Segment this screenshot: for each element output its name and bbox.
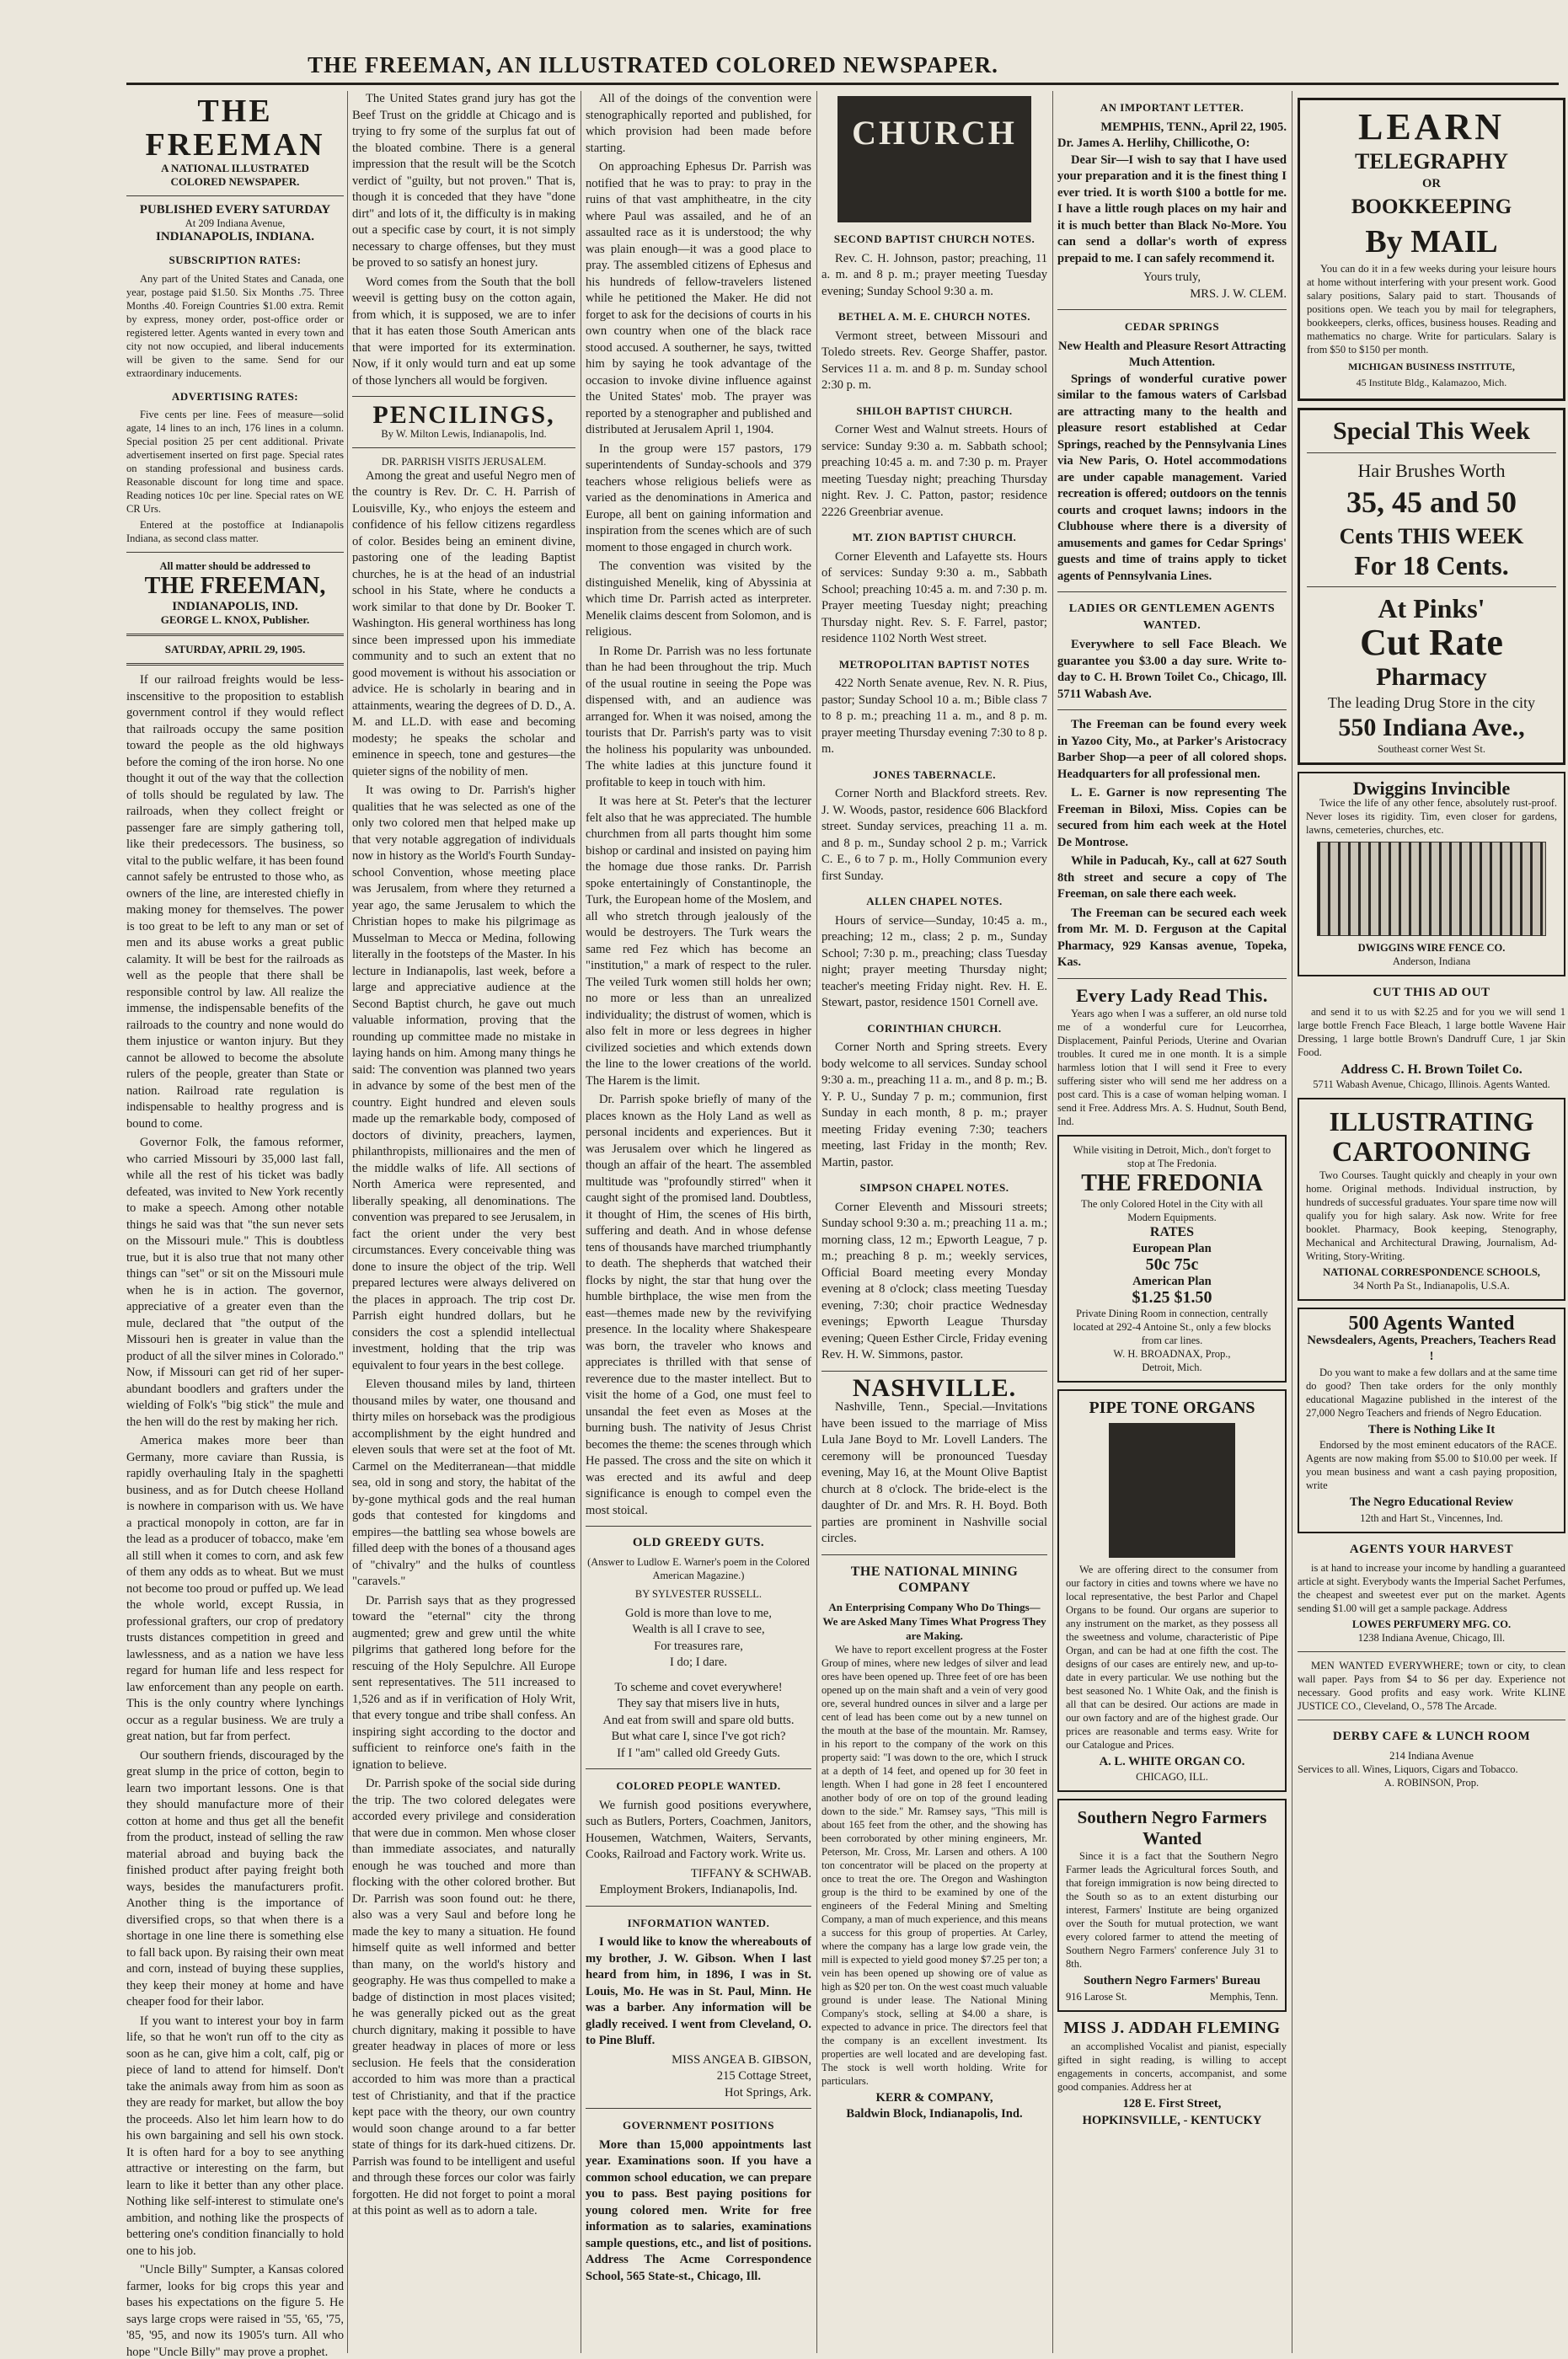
fleming-city: HOPKINSVILLE, - KENTUCKY (1082, 2113, 1262, 2127)
fredonia-foot: Private Dining Room in connection, centrally located at 292-4 Antoine St., only a few blocks from car lines. (1073, 1307, 1271, 1346)
parrish-p11: It was here at St. Peter's that the lecturer felt also that he was appreciated. The humble churchmen from all parts thought him some bishop or cardinal and insisted on paying him the homage due those ranks. Dr. Parrish spoke entertainingly of Constantinople, the Turk, the European home of the Moslem, and all who stretch through jealously of the would be destroyers. The Turk wears the same red Fez which has become an "institution," a mark of respect to the ruler. The veiled Turk women still holds her own; no more or less than an unrealized individuality; the distrust of women, which is also felt in more or less degrees in higher civilized societies and which extends down the line to the lower creations of the world. The Harem is the limit. (586, 794, 811, 1088)
cut-addr: 5711 Wabash Avenue, Chicago, Illinois. Agents Wanted. (1313, 1078, 1550, 1090)
special-line: Cents THIS WEEK (1339, 523, 1524, 548)
gov-text: More than 15,000 appointments last year. Examinations soon. If you have a common school education, we can prepare you to pass. Best paying positions for young colored men. Write for free information as to salaries, examinations sample questions, etc., and list of positions. Address The Acme Correspondence School, 565 State-st., Chicago, Ill. (586, 2137, 811, 2283)
masthead-address: At 209 Indiana Avenue, (185, 217, 286, 229)
advertising-text: Five cents per line. Fees of measure—solid agate, 14 lines to an inch, 176 lines in a column. Special position 25 per cent additional. Private advertisement inserted on first page. Special rates on standing professional and business cards. Reasonable discount for long time and space. Reading notices 10c per line. Special rates on WE CR Urs. (126, 409, 344, 515)
derby-text: Services to all. Wines, Liquors, Cigars and Tobacco. (1298, 1763, 1518, 1775)
column-3 (586, 91, 811, 2357)
learn-text: You can do it in a few weeks during your leisure hours at home without interfering with your present work. Good salary positions, Salary paid to start. Thousands of positions open. We teach you by mail for telegraphers, bookkeepers, clerks, offices, business houses. Reading and mathematics no charge. Write for particulars. Salary is from $50 to $150 per month. (1307, 262, 1556, 356)
cartoon-title: ILLUSTRATING (1329, 1106, 1534, 1137)
church-engraving (838, 96, 1031, 222)
church-title: ALLEN CHAPEL NOTES. (866, 895, 1003, 907)
church-text: 422 North Senate avenue, Rev. N. R. Pius, pastor; Sunday School 10 a. m.; Bible class 7 to 8 p. m.; preaching 11 a. m., and 8 p. m. prayer meeting Thursday evening 7:30 to 8 p. m. (821, 677, 1047, 756)
poem-note: (Answer to Ludlow E. Warner's poem in the Colored American Magazine.) (587, 1555, 810, 1581)
harvest-text: is at hand to increase your income by handling a guaranteed article at sight. Everybody wants the Imperial Sachet Perfumes, the cheapest and sweetest ever put on the market. Agents sending $1.00 will get a sample package. Address (1298, 1562, 1565, 1614)
lady-title: Every Lady Read This. (1076, 984, 1268, 1006)
letter-sig-2: MRS. J. W. CLEM. (1190, 286, 1287, 301)
local-notice: L. E. Garner is now representing The Freeman in Biloxi, Miss. Copies can be secured from him each week at the Hotel De Montrose. (1057, 786, 1287, 849)
fleming-addr: 128 E. First Street, (1122, 2097, 1222, 2110)
letter-title: AN IMPORTANT LETTER. (1100, 101, 1244, 114)
freeman-city: INDIANAPOLIS, IND. (172, 600, 298, 613)
pinks-pharmacy-ad (1298, 408, 1565, 765)
cartooning-ad (1298, 1098, 1565, 1301)
fence-sig: DWIGGINS WIRE FENCE CO. (1357, 942, 1506, 954)
local-notice: While in Paducah, Ky., call at 627 South 8th street and secure a copy of The Freeman, on sale there each week. (1057, 854, 1287, 901)
harvest-title: AGENTS YOUR HARVEST (1349, 1542, 1514, 1556)
fence-city: Anderson, Indiana (1392, 955, 1471, 967)
special-line: Cut Rate (1360, 621, 1503, 663)
church-text: Rev. C. H. Johnson, pastor; preaching, 11 a. m. and 8 p. m.; prayer meeting Tuesday evening; Sunday School 9:30 a. m. (821, 251, 1047, 298)
fleming-title: MISS J. ADDAH FLEMING (1063, 2018, 1281, 2037)
church-text: Hours of service—Sunday, 10:45 a. m., preaching; 12 m., class; 2 p. m., Sunday School; 7:30 p. m., preaching; class Tuesday night; prayer meeting Thursday night; teacher's meeting Friday night. Rev. H. E. Stewart, pastor, residence 1501 Cornell ave. (821, 913, 1047, 1009)
southern-farmers-ad (1057, 1799, 1287, 2012)
pencilings-byline: By W. Milton Lewis, Indianapolis, Ind. (381, 427, 547, 440)
editorial-beef-trust: The United States grand jury has got the Beef Trust on the griddle at Chicago and is trying to fry some of the surplus fat out of the bloated combine. There is a general impression that the result will be the Scotch verdict of "guilty, but not proven." That is, though it is conceded that they have "done dirt" and lots of it, the difficulty is in making out a specific case by court, it is not simply necessary to charge offenses, but they must be proved to so satisfy an honest jury. (352, 92, 575, 270)
fence-title: Dwiggins Invincible (1352, 777, 1511, 799)
info-addr: 215 Cottage Street, (716, 2069, 811, 2083)
info-title: INFORMATION WANTED. (627, 1916, 770, 1929)
organ-sig: A. L. WHITE ORGAN CO. (1099, 1754, 1245, 1768)
special-line: Pharmacy (1376, 662, 1487, 691)
editorial-folk: Governor Folk, the famous reformer, who carried Missouri by 35,000 last fall, while all the rest of his ticket was badly defeated, was invited to New York recently to make a speech. Among other notable things he said was that "the sun never sets on the Missouri mule." This is doubtless true, but it is also true that not many other things can "set" or sit on the Missouri mule when he is in action. The governor, appreciative of a greater even than the mule, declared that "the output of the Missouri hen is greater in value than the product of all the silver mines in Colorado." Now, if Missouri can get rid of her super-abundant boodlers and grafters under the wielding of Folk's "big stick" the mule and the hen will do the rest by making her rich. (126, 1136, 344, 1429)
poem-body (586, 1606, 811, 1763)
men-wanted-text: MEN WANTED EVERYWHERE; town or city, to clean wall paper. Pays from $4 to $6 per day. Experience not necessary. Good profits and easy work. Write KLINE JUSTICE CO., Cleveland, O., 578 The Arcade. (1298, 1660, 1565, 1712)
fredonia-amer-price: $1.25 $1.50 (1132, 1288, 1212, 1307)
church-title: SHILOH BAPTIST CHURCH. (856, 404, 1013, 417)
masthead-title: THE FREEMAN (145, 94, 325, 163)
mining-sig: KERR & COMPANY, (875, 2090, 993, 2105)
parrish-p12: Dr. Parrish spoke briefly of many of the places known as the Holy Land as well as personal incidents and experiences. But it was Jerusalem over which he lingered as though an affair of the heart. The assembled multitude was "profoundly stirred" when it caught sight of the promised land. Doubtless, it thought of Him, the scenes of His birth, suffering and death. And in whose defense tens of thousands have marched triumphantly to death. The shepherds that watched their flocks by night, the star that hung over the humble birthplace, the wise men from the east—themes made new by the revivifying presence. In the locality where Shakespeare was born, the traveler who knows and appreciates is thrilled with that sense of reverence due to the master intellect. But to visit the home of a God, one must feel to unsandal the feet even as Moses at the burning bush. The nativity of Jesus Christ becomes the theme: the scenes through which He passed. The cross and the site on which it was erected and its awful and deep significance is enough to compel even the most stoical. (586, 1093, 811, 1517)
cartoon-text: Two Courses. Taught quickly and cheaply in your own home. Original methods. Individual instruction, by hundreds of successful graduates. Your spare time now will qualify you for high salary. Ask now. Write for free booklet. Pharmacy, Book keeping, Stenography, Mechanical and Architectural Drawing, Journalism, Ad-Writing, Story-Writing. (1306, 1169, 1557, 1262)
learn-addr: 45 Institute Bldg., Kalamazoo, Mich. (1356, 377, 1507, 388)
cartoon-title-2: CARTOONING (1331, 1137, 1532, 1168)
parrish-p4: Dr. Parrish says that as they progressed toward the "eternal" city the throng augmented; grew and grew until the white pilgrims that gathered long before for the rescuing of the Holy Sepulchre. All Europe sent representatives. The 511 increased to 1,526 and as if in verification of Holy Writ, that every tongue and tribe shall confess. An inspiring sight according to the doctor and sufficient to reinforce one's faith in the ignation to believe. (352, 1593, 575, 1772)
agents-like: There is Nothing Like It (1367, 1422, 1496, 1436)
entered-notice: Entered at the postoffice at Indianapolis Indiana, as second class matter. (126, 519, 344, 544)
derby-addr: 214 Indiana Avenue (1389, 1749, 1474, 1762)
wanted-sig: TIFFANY & SCHWAB. (690, 1866, 811, 1880)
fredonia-ad (1057, 1135, 1287, 1383)
parrish-p2: It was owing to Dr. Parrish's higher qualities that he was selected as one of the only two colored men that helped make up that very notable aggregation of individuals now in history as the World's Fourth Sunday-school Convention, whose meeting place was Jerusalem, from where they returned a year ago, the same Jerusalem to which the Christian hopes to make his pilgrimage as Musselman to Mecca or Medina, following literally in the footsteps of the Master. In his lecture in Indianapolis, last week, before a large and appreciative audience at the Second Baptist church, he gave out much valuable information, proving that the rounding up committee made no mistake in laying hands on him. Among many things he said: The convention was planned two years in advance by some of the best men of the country. Eight hundred and eleven souls made up the remarkable body, composed of doctors of divinity, preachers, laymen, philanthropists, millionaires and the men of the middle walks of life. All sections of North America were represented, and liberally speaking, all denominations. The convention was prepared to see Jerusalem, in fact the orient under the very best circumstances. Every conceivable thing was done to insure the object of the trip. Well prepared lectures were always delivered on the places in approach. The trip cost Dr. Parrish eight hundred dollars, but he considers the cost a splendid intellectual investment, holding that the trip was equivalent to four years in the best college. (352, 784, 575, 1372)
learn-line: TELEGRAPHY (1354, 149, 1509, 174)
header-rule (126, 83, 1559, 85)
parrish-p5: Dr. Parrish spoke of the social side during the trip. The two colored delegates were accorded every privilege and consideration that were due in common. Men whose closer than immediate associates, and naturally enough he was touched and more than flocking with the other colored brother. But Dr. Parrish was soon found out: he there, also was a very Saul and before long he made the key to many a situation. He found himself quite as well informed and better than many, on the world's history and geography. He was thus compelled to make a badge of distinction in most places visited; he was generally picked out as the great church dignitary, making it possible to have greater headway in places of more or less seclusion. He feels that the consideration accorded to him was more than a practical test of Christianity, and that if the practice kept pace with the theory, our own country would soon change around to a far better state of things for its dark-hued citizens. Dr. Parrish was found to be intelligent and useful and through these forces our color was fairly forgotten. He did not forget to point a moral at this point as well as to adorn a tale. (352, 1777, 575, 2217)
column-6 (1298, 91, 1565, 2357)
fredonia-rates: RATES (1149, 1225, 1195, 1239)
derby-title: DERBY CAFE & LUNCH ROOM (1332, 1730, 1531, 1743)
letter-place: MEMPHIS, TENN., April 22, 1905. (1100, 120, 1287, 134)
agents-text-2: Endorsed by the most eminent educators of the RACE. Agents are now making from $5.00 to $10.00 per week. If you mean business and want a cash paying proposition, write (1306, 1439, 1557, 1491)
poem-line (586, 1672, 811, 1680)
masthead-city: INDIANAPOLIS, INDIANA. (156, 230, 314, 243)
agents-addr: 12th and Hart St., Vincennes, Ind. (1360, 1511, 1503, 1524)
nashville-text: Nashville, Tenn., Special.—Invitations have been issued to the marriage of Miss Lula Jane Boyd to Mr. Lovell Landers. The ceremony will be pronounced Tuesday evening, May 16, at the Mount Olive Baptist church at 8 o'clock. The bride-elect is the daughter of Dr. and Mrs. R. H. Boyd. Both parties are prominent in Nashville social circles. (821, 1400, 1047, 1545)
fredonia-amer: American Plan (1132, 1274, 1212, 1288)
editorial-america: America makes more beer than Germany, more caviare than Russia, is rapidly overhauling Italy in the spaghetti business, and as for Dutch cheese Holland is nowhere in comparison with us. We have a practical monopoly in cotton, are far in the lead as a producer of tobacco, make 'em all still when it comes to corn, and ask few of them any odds as to wheat. But we must not become too proud or puffed up. We lead the whole world, except Russia, in professional grafters, our crop of predatory trusts distances competition in greed and lawlessness, and as a nation we have less regard for human life and less respect for law enforcement than any people on earth. This is the only country where lynchings occur as a regular business. We are truly a great nation, but far from perfect. (126, 1434, 344, 1743)
parrish-p9: The convention was visited by the distinguished Menelik, king of Abyssinia at which time Dr. Parrish acted as interpreter. Menelik claims descent from Solomon, and is religious. (586, 559, 811, 639)
cut-text: and send it to us with $2.25 and for you we will send 1 large bottle French Face Bleach, 1 large bottle Wavene Hair Dressing, 1 large bottle Brown's Dandruff Cure, 1 jar Skin Food. (1298, 1005, 1565, 1058)
poem-title: OLD GREEDY GUTS. (632, 1536, 765, 1549)
pencilings-subhead: DR. PARRISH VISITS JERUSALEM. (381, 455, 547, 468)
agents-text: Do you want to make a few dollars and at the same time do good? Then take orders for the only monthly educational Magazine published in the interest of the 27,000 Negro Teachers and friends of Negro Education. (1306, 1366, 1557, 1419)
organ-text: We are offering direct to the consumer from our factory in cities and towns where we have no local representative, the best Parlor and Chapel Organs to be found. Our organs are superior to any instrument on the market, as they possess all the sweetness and volume, characteristic of Pipe Organ, and can be had at one fifth the cost. The designs of our cases are entirely new, and up-to-date in every particular. We use nothing but the best seasoned No. 1 White Oak, and the finish is all that can be desired. Our actions are made in our own factory and are of the highest grade. Our prices are reasonable and terms easy. Write for our Catalogue and Prices. (1066, 1563, 1278, 1751)
gov-title: GOVERNMENT POSITIONS (623, 2119, 774, 2132)
poem-line: They say that misers live in huts, (617, 1697, 780, 1710)
address-notice: All matter should be addressed to (159, 560, 311, 572)
dwiggins-fence-ad (1298, 772, 1565, 977)
cartoon-sig: NATIONAL CORRESPONDENCE SCHOOLS, (1323, 1266, 1540, 1278)
agents-sig: The Negro Educational Review (1350, 1495, 1513, 1509)
poem-line: To scheme and covet everywhere! (614, 1680, 783, 1694)
church-text: Vermont street, between Missouri and Toledo streets. Rev. George Shaffer, pastor. Services 11 a. m. and 8 p. m. Sunday school 2:30 p. m. (821, 329, 1047, 392)
church-title: MT. ZION BAPTIST CHURCH. (852, 531, 1017, 543)
letter-sig: Yours truly, (1143, 270, 1201, 284)
wanted-sig-2: Employment Brokers, Indianapolis, Ind. (599, 1883, 798, 1896)
agents-title: 500 Agents Wanted (1348, 1313, 1515, 1335)
column-rule (816, 91, 817, 2353)
special-title: Special This Week (1333, 416, 1530, 445)
advertising-heading: ADVERTISING RATES: (171, 389, 299, 403)
editorial-cotton: Our southern friends, discouraged by the great slump in the price of cotton, begin to learn two important lessons. One is that they should manufacture more of their cotton at home and thus get all the benefit from the product, instead of selling the raw material abroad and buying back the finished product after paying freight both ways, besides the manufacturers profit. Another thing is the importance of diversified crops, so that when there is a shortage in one line there is something else to fall back upon. By raising their own meat and corn, instead of buying these supplies, they keep their money at home and have cheaper food for their labor. (126, 1748, 344, 2009)
learn-line: By MAIL (1365, 223, 1498, 259)
info-sig: MISS ANGEA B. GIBSON, (672, 2052, 811, 2067)
editorial-farm-boy: If you want to interest your boy in farm life, so that he won't run off to the city as soon as he can, give him a colt, calf, pig or piece of land to attend for himself. Don't take the animals away from him as soon as they are ready for market, but allow the boy the proceeds. Also let him learn how to do his own bargaining and sell his own stock. It is often hard for a boy to see anything attractive or interesting on the farm, but learn to like it better than any other place. Nothing like self-interest to stimulate one's ambition, and nothing like the prospects of bettering one's condition financially to hold one to his job. (126, 2014, 344, 2258)
special-line: The leading Drug Store in the city (1328, 693, 1535, 711)
info-text: I would like to know the whereabouts of my brother, J. W. Gibson. When I last heard from him, in 1896, I was in St. Louis, Mo. He was in St. Paul, Minn. He was a barber. Any information will be gladly received. I went from Cleveland, O. to Pine Bluff. (586, 1935, 811, 2047)
info-city: Hot Springs, Ark. (725, 2085, 811, 2100)
church-title: SECOND BAPTIST CHURCH NOTES. (833, 233, 1036, 245)
southern-city: Memphis, Tenn. (1209, 1990, 1278, 2003)
column-5 (1057, 91, 1287, 2357)
learn-line: LEARN (1357, 106, 1506, 147)
column-2 (352, 91, 575, 2357)
fence-illustration (1317, 842, 1546, 936)
cedar-title: CEDAR SPRINGS (1124, 320, 1220, 333)
fence-text: Twice the life of any other fence, absolutely rust-proof. Never loses its rigidity. Tim, even closer for gardens, lawns, cemeteries, churches, etc. (1306, 797, 1557, 836)
agents-sub: Newsdealers, Agents, Preachers, Teachers Read ! (1307, 1333, 1556, 1363)
fredonia-prop: W. H. BROADNAX, Prop., (1113, 1347, 1231, 1360)
derby-prop: A. ROBINSON, Prop. (1383, 1776, 1480, 1789)
organ-illustration (1109, 1423, 1235, 1558)
column-rule (1052, 91, 1053, 2353)
church-title: METROPOLITAN BAPTIST NOTES (838, 657, 1030, 671)
learn-telegraphy-ad (1298, 98, 1565, 401)
church-title: CORINTHIAN CHURCH. (867, 1021, 1002, 1035)
fredonia-euro-price: 50c 75c (1145, 1255, 1199, 1274)
fredonia-intro: While visiting in Detroit, Mich., don't forget to stop at The Fredonia. (1073, 1144, 1271, 1169)
church-text: Corner Eleventh and Missouri streets; Sunday school 9:30 a. m.; preaching 11 a. m.; morning class, 12 m.; Epworth League, 7 p. m.; preaching 8 p. m.; weekly services, Official Board meeting every Monday evening at 8 o'clock; class meeting Tuesday evening, 7:30; choir practice Wednesday evenings; Epworth League Thursday evening; Queen Esther Circle, Friday evening Rev. H. W. Simmons, pastor. (821, 1200, 1047, 1361)
issue-date: SATURDAY, APRIL 29, 1905. (164, 643, 306, 655)
subscription-heading: SUBSCRIPTION RATES: (169, 254, 302, 266)
agents-wanted-ad (1298, 1308, 1565, 1533)
parrish-p10: In Rome Dr. Parrish was no less fortunate than he had been throughout the trip. Much of the usual routine in seeing the Pope was dispensed with, and an audience was arranged for. When it was noised, among the tourists that Dr. Parrish's party was to visit the holiness his popularity was unbounded. The white ladies at this juncture found it profitable to keep in touch with him. (586, 644, 811, 789)
pencilings-title: PENCILINGS, (372, 401, 555, 429)
fredonia-title: THE FREDONIA (1081, 1170, 1263, 1196)
church-text: Corner West and Walnut streets. Hours of service: Sunday 9:30 a. m. Sabbath school; preaching 10:45 a. m. and 7:30 p. m. Prayer meeting Tuesday night; preaching Thursday night. Rev. J. C. Patton, pastor; residence 2226 Greenbriar avenue. (821, 423, 1047, 519)
column-rule (347, 91, 348, 2353)
special-line: 550 Indiana Ave., (1338, 713, 1525, 741)
fredonia-text: The only Colored Hotel in the City with all Modern Equipments. (1081, 1198, 1263, 1223)
letter-to: Dr. James A. Herlihy, Chillicothe, O: (1057, 136, 1250, 150)
letter-text: Dear Sir—I wish to say that I have used your preparation and it is the finest thing I ever tried. It is worth $100 a bottle for me. I have a little rough places on my hair and it is much better than Black No-More. You can send a dollar's worth of express prepaid to me. I can safely recommend it. (1057, 152, 1287, 265)
church-text: Corner North and Blackford streets. Rev. J. W. Woods, pastor, residence 606 Blackford street. Sunday services, preaching 11 a. m. and 8 p. m., Sunday school 2 p. m.; Varrick C. E., 6 to 7 p. m., Holly Communion every first Sunday. (821, 787, 1047, 883)
wanted-text: We furnish good positions everywhere, such as Butlers, Porters, Coachmen, Janitors, Housemen, Watchmen, Waiters, Servants, Cooks, Railroad and Factory work. Write us. (586, 1798, 811, 1861)
learn-line: BOOKKEEPING (1351, 195, 1512, 218)
church-title: BETHEL A. M. E. CHURCH NOTES. (838, 310, 1030, 323)
parrish-p6: All of the doings of the convention were stenographically reported and published, for which provision had been made before starting. (586, 92, 811, 155)
column-4 (821, 91, 1047, 2357)
published-line: PUBLISHED EVERY SATURDAY (139, 203, 331, 217)
special-line: For 18 Cents. (1354, 549, 1509, 580)
parrish-p3: Eleven thousand miles by land, thirteen thousand miles by water, one thousand and thirty miles on horseback was the prodigious accomplishment by the eight hundred and eleven souls that were set at the foot of Mt. Carmel on the Mediterranean—that middle sea, old in song and story, the habitat of the by-gone mythical gods and the real human gods that contested for kingdoms and empires—the battling sea whose bowels are filled deep with the bones of a thousand ages of "chivalry" and the hulks of countless "caravels." (352, 1377, 575, 1588)
organ-city: CHICAGO, ILL. (1136, 1771, 1208, 1783)
southern-address-row (1066, 1990, 1278, 2003)
editorial-uncle-billy: "Uncle Billy" Sumpter, a Kansas colored farmer, looks for big crops this year and bases his expectations on the figure 5. He says large crops were raised in '55, '65, '75, '85, '95, and now its 1905's turn. All who hope "Uncle Billy" may prove a prophet. (126, 2263, 344, 2357)
freeman-title: THE FREEMAN, (144, 573, 326, 599)
church-text: Corner Eleventh and Lafayette sts. Hours of services: Sunday 9:30 a. m., Sabbath School; preaching 10:45 a. m. and 7:30 p. m. Prayer meeting Tuesday night; preaching Thursday night. Rev. S. F. Farrel, pastor; residence 1102 North West street. (821, 549, 1047, 645)
organ-ad (1057, 1389, 1287, 1793)
editorial-railroads: If our railroad freights would be less-inscensitive to the proposition to establish government control if they would reflect that railroads occupy the same position toward the people as the old highways before the coming of the iron horse. No one thought it out of the way that the collection of tolls should be regulated by law. The railroads, when they collect freight or passenger fare are simply gathering toll, like their predecessors. The business, so vital to the public welfare, it has been found cannot safely be entrusted to those who, as owners of the line, are interested chiefly in making money for themselves. The power is too great to be left to any man or set of men and its abuse works a great public calamity. It will be best for the railroads as well as the people that there shall be responsible control by law. All realize the immense, the indispensable benefits of the railroads to the country and none would do them injustice or wanton injury. But they cannot be allowed to become the absolute rulers of the people, greater than State or nation. Railroad rate regulation is indispensable to healthy progress and is bound to come. (126, 673, 344, 1131)
masthead-subtitle-2: COLORED NEWSPAPER. (170, 175, 300, 188)
poem-byline: BY SYLVESTER RUSSELL. (634, 1587, 763, 1600)
special-line: At Pinks' (1378, 592, 1485, 623)
mining-addr: Baldwin Block, Indianapolis, Ind. (846, 2107, 1023, 2121)
southern-text: Since it is a fact that the Southern Negro Farmer leads the Agricultural forces South, and that foreign immigration is now being directed to the South so as to an extent disturbing our interest, Farmers' Institute are being organized over the South for mutual protection, we want every colored farmer to attend the meeting of Southern Negro Farmers' conference July 31 to 8th. (1066, 1850, 1278, 1970)
poem-line: And eat from swill and spare old butts. (602, 1713, 795, 1727)
poem-line: If I "am" called old Greedy Guts. (617, 1746, 780, 1760)
mining-title: THE NATIONAL MINING COMPANY (850, 1564, 1019, 1595)
local-notice: The Freeman can be found every week in Yazoo City, Mo., at Parker's Aristocracy Barber Shop—a peer of all colored shops. Headquarters for all professional men. (1057, 718, 1287, 781)
learn-line: OR (1422, 177, 1441, 190)
harvest-sig: LOWES PERFUMERY MFG. CO. (1351, 1618, 1512, 1630)
mining-sub: An Enterprising Company Who Do Things—We are Asked Many Times What Progress They are Making. (822, 1600, 1046, 1642)
parrish-p8: In the group were 157 pastors, 179 superintendents of Sunday-schools and 379 teachers whose religious beliefs were as varied as the denominations in America and Europe, all bent on gaining information and inspiration from the scenes which are of such moment to those engaged in church work. (586, 441, 811, 554)
cedar-sub: New Health and Pleasure Resort Attracting Much Attention. (1057, 339, 1287, 369)
ladies-text: Everywhere to sell Face Bleach. We guarantee you $3.00 a day sure. Write to-day to C. H. Brown Toilet Co., Chicago, Ill. 5711 Wabash Ave. (1057, 638, 1287, 701)
poem-line: I do; I dare. (669, 1656, 728, 1669)
poem-line: For treasures rare, (654, 1639, 743, 1653)
poem-line: Gold is more than love to me, (625, 1606, 772, 1620)
nashville-title: NASHVILLE. (852, 1373, 1017, 1402)
learn-sig: MICHIGAN BUSINESS INSTITUTE, (1348, 360, 1515, 372)
southern-addr: 916 Larose St. (1066, 1990, 1127, 2003)
column-1 (126, 91, 344, 2357)
ladies-title: LADIES OR GENTLEMEN AGENTS WANTED. (1068, 602, 1276, 632)
special-line: 35, 45 and 50 (1346, 484, 1517, 519)
parrish-p7: On approaching Ephesus Dr. Parrish was notified that he was to pray: to pray in the ruins of that vast amphitheatre, in the city where Paul was assailed, and he of an assaulted race as it is understood; the why was plain enough—it was a good place to pray. The assembled citizens of Ephesus and his hundreds of fellow-travelers listened while he petitioned the Maker. He did not forget to ask for the decisions of courts in his own country when one of the black race stood accused. A southerner, he says, twitted him by saying he took advantage of the occasion to invoke divine influence against the United States' mob. The prayer was reported by a stenographer and published and distributed at Jerusalem April 1, 1904. (586, 160, 811, 436)
poem-line: Wealth is all I crave to see, (632, 1623, 765, 1636)
special-line: Southeast corner West St. (1378, 742, 1485, 755)
church-text: Corner North and Spring streets. Every body welcome to all services. Sunday school 9:30 a. m., preaching 11 a. m., and 8 p. m.; B. Y. P. U., Sunday 7 p. m.; communion, first Sunday in each month, 8 p. m.; prayer meeting Friday evening 7:30; teachers meeting, last Friday in the month; Rev. Martin, pastor. (821, 1040, 1047, 1169)
masthead-subtitle: A NATIONAL ILLUSTRATED (161, 162, 309, 174)
lady-text: Years ago when I was a sufferer, an old nurse told me of a wonderful cure for Leucorrhea, Displacement, Painful Periods, Uterine and Ovarian troubles. It cured me in one month. It is a simple harmless lotion that I will send it Free to every suffering sister who will send me her address on a post card. This is a case of woman helping woman. I send it Free. Address Mrs. A. S. Hudnut, South Bend, Ind. (1057, 1008, 1287, 1127)
cartoon-addr: 34 North Pa St., Indianapolis, U.S.A. (1353, 1280, 1510, 1292)
cut-sig: Address C. H. Brown Toilet Co. (1341, 1062, 1523, 1077)
harvest-addr: 1238 Indiana Avenue, Chicago, Ill. (1357, 1632, 1506, 1644)
fredonia-euro: European Plan (1132, 1241, 1212, 1255)
special-line: Hair Brushes Worth (1357, 459, 1506, 481)
southern-title: Southern Negro Farmers Wanted (1077, 1807, 1267, 1848)
local-notice: The Freeman can be secured each week from Mr. M. D. Ferguson at the Capital Pharmacy, 929 Kansas avenue, Topeka, Kas. (1057, 906, 1287, 969)
fleming-text: an accomplished Vocalist and pianist, especially gifted in sight reading, is willing to accept engagements in concerts, accompanist, and some good companies. Address her at (1057, 2041, 1287, 2093)
mining-text: We have to report excellent progress at the Foster Group of mines, where new ledges of silver and lead ores have been opened up. Three feet of ore has been opened up on the main shaft and a vein of very good ore, several hundred ounces in silver and a large per cent of lead has been come out by a new tunnel on the mouth at the base of the mountain. Mr. Ramsey, in his report to the company of the work on this property said: "I was down to the ore, which I struck at a depth of 14 feet, and opened up for 30 feet in length. When I had gone in 28 feet I encountered another body of ore on top of the ground leading down to the side." Mr. Ramsey says, "This mill is about 165 feet from the other, and the showing has been corroborated by other mining engineers, Mr. Peterson, Mr. Cross, Mr. Larsen and others. A 100 ton concentrator will be placed on the property at once to treat the ore. The Oregon and Washington group is the third to be examined by one of the engineers of the Federal Mining and Smelting Company, a man of much experience, and this means a success for this group of properties. At Carley, where the company has a large low grade vein, the mill is expected to yield good money $7.25 per ton; a vein has been opened up showing ore of value as high as $20 per ton. On the west coast much valuable ground is under lease. The National Mining Company's stock, selling at $4.00 a share, is expected to advance in price. The directors feel that the company is an excellent investment. Its properties are well located and are developing fast. The stock is well worth holding. Write for particulars. (821, 1643, 1047, 2087)
cedar-text: Springs of wonderful curative power similar to the famous waters of Carlsbad are attracting many to the health and pleasure resort established at Cedar Springs, reached by the Pennsylvania Lines via New Paris, O. Hotel accommodations are under capable management. Varied recreation is offered; outdoors on the tennis courts and croquet lawns; indoors in the Clubhouse where there is a diversity of amusements and games for Cedar Springs' guests and time of trains apply to ticket agents of Pennsylvania Lines. (1057, 372, 1287, 583)
fredonia-city: Detroit, Mich. (1142, 1361, 1202, 1373)
church-title: SIMPSON CHAPEL NOTES. (859, 1181, 1009, 1194)
southern-sig: Southern Negro Farmers' Bureau (1084, 1974, 1260, 1987)
church-title: JONES TABERNACLE. (873, 768, 996, 781)
subscription-text: Any part of the United States and Canada, one year, postage paid $1.50. Six Months .75. Three Months .40. Foreign Countries $1.00 extra. Remit by express, money order, post-office order or registered letter. Agents wanted in every town and city not now occupied, and liberal inducements will be given to the same. Send for our extraordinary inducements. (126, 272, 344, 379)
poem-line: But what care I, since I've got rich? (611, 1730, 786, 1743)
parrish-p1: Among the great and useful Negro men of the country is Rev. Dr. C. H. Parrish of Louisville, Ky., who enjoys the esteem and confidence of his fellow citizens regardless of color. Besides being an eminent divine, pastoring one of the leading Baptist churches, he is at the head of an industrial school in his State, where he conducts a work similar to that done by Dr. Booker T. Washington. His general worthiness has long since been impressed upon his immediate community and to such an extent that no good movement is without his association or advice. He is scholarly in bearing and in attainments, wearing the degrees of D. D., A. M. and LL.D. with ease and becoming modesty; he speaks the scholar and eminence in speech, tone and gestures—the quieter signs of the nobility of men. (352, 468, 575, 778)
church-banner: CHURCH (852, 114, 1017, 152)
organ-title: PIPE TONE ORGANS (1089, 1398, 1255, 1417)
editorial-boll-weevil: Word comes from the South that the boll weevil is getting busy on the cotton again, from which, it is supposed, we are to infer that it has eaten those South American ants that were imported for its extermination. Now, if it only would turn and eat up some of those lynchers all would be forgiven. (352, 275, 575, 388)
wanted-title: COLORED PEOPLE WANTED. (616, 1779, 781, 1792)
running-head: THE FREEMAN, AN ILLUSTRATED COLORED NEWSPAPER. (308, 52, 998, 78)
cut-title: CUT THIS AD OUT (1373, 986, 1490, 999)
publisher: GEORGE L. KNOX, Publisher. (160, 613, 310, 626)
